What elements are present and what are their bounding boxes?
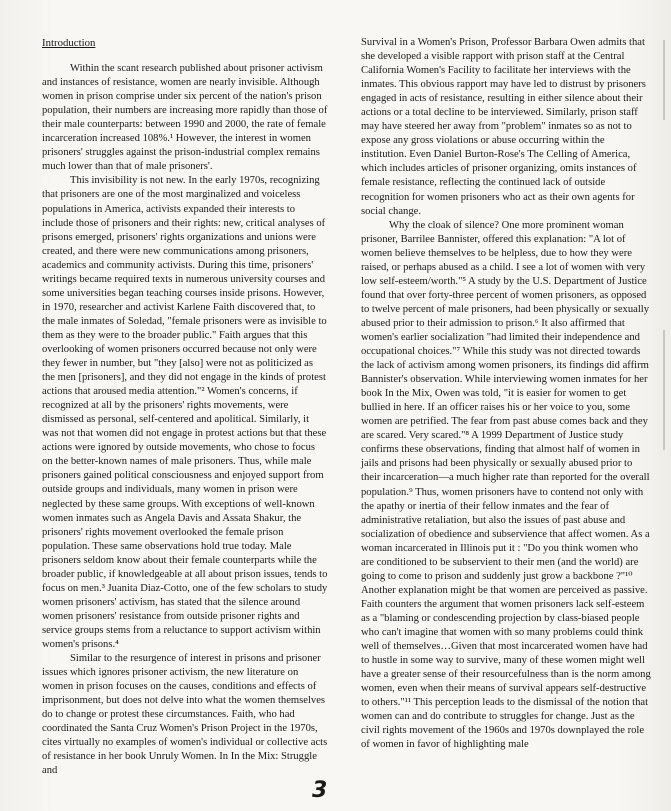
paragraph-3: Similar to the resurgence of interest in prisons and prisoner issues which ignores prisoner activism, the new literature on women in prison focuses on the causes, conditions and effects of imprisonment, but does not delve into what the women themselves do to change or protest these circumstances. Faith, who had coordinated the Santa Cruz Women's Prison Project in the 1970s, cites virtually no examples of women's individual or collective acts of resistance in her book Unruly Women. In In the Mix: Struggle and: [42, 653, 328, 777]
section-heading: Introduction: [42, 37, 96, 49]
left-column: [42, 30, 328, 778]
right-column: [361, 36, 651, 752]
paragraph-1: Within the scant research published about prisoner activism and instances of resistance, women are nearly invisible. Although women in prison comprise under six percent of the nation's prison population, their numbers are increasing more rapidly than those of their male counterparts: between 1990 and 2000, the rate of female incarceration increased 108%.¹ However, the interest in women prisoners' struggles against the prison-industrial complex remains much lower than that of male prisoners'.: [42, 63, 328, 173]
scan-edge-mark: [663, 40, 665, 120]
paragraph-5: Why the cloak of silence? One more prominent woman prisoner, Barrilee Bannister, offered this explanation: "A lot of women believe themselves to be helpless, due to how they were raised, or perhaps abused as a child. I see a lot of women with very low self-esteem/worth."⁵ A study by the U.S. Department of Justice found that over forty-three percent of women prisoners, as opposed to twelve percent of male prisoners, had been physically or sexually abused prior to their admission to prison.⁶ It also affirmed that women's earlier socialization "had limited their independence and occupational choices."⁷ While this study was not directed towards the lack of activism among women prisoners, its findings did affirm Bannister's observation. While interviewing women inmates for her book In the Mix, Owen was told, "it is easier for women to get bullied in here. If an officer raises his or her voice to you, some women are petrified. The fear from past abuse comes back and they are scared. Very scared."⁸ A 1999 Department of Justice study confirms these observations, finding that almost half of women in jails and prisons had been physically or sexually abused prior to their incarceration—a much higher rate than reported for the overall population.⁹ Thus, women prisoners have to contend not only with the apathy or inertia of their fellow inmates and the fear of administrative retaliation, but also the issues of past abuse and socialization of obedience and subservience that affect women. As a woman incarcerated in Illinois put it : "Do you think women who are conditioned to be subservient to their men (and the world) are going to come to prison and suddenly just grow a backbone ?"¹⁰: [361, 219, 650, 582]
paragraph-2: This invisibility is not new. In the early 1970s, recognizing that prisoners are one of the most marginalized and voiceless populations in America, activists expanded their interests to include those of prisoners and their rights: new, critical analyses of prisons emerged, prisoners' rights organizations and unions were created, and there were new communications among prisoners, academics and community activists. During this time, prisoners' writings became required texts in numerous university courses and some universities began teaching courses inside prisons. However, in 1970, researcher and activist Karlene Faith discovered that, to the male inmates of Soledad, "female prisoners were as invisible to them as they were to the broader public." Faith argues that this overlooking of women prisoners occurred because not only were they fewer in number, but "they [also] were not as politicized as the men [prisoners], and they did not engage in the kinds of protest actions that aroused media attention."² Women's concerns, if recognized at all by the prisoners' rights movements, were dismissed as personal, self-centered and apolitical. Similarly, it was not that women did not engage in protest actions but that these actions were ignored by outside movements, who chose to focus on the better-known names of male prisoners. Thus, while male prisoners gained political consciousness and enjoyed support from outside groups and individuals, many women in prison were neglected by these same groups. With exceptions of well-known women inmates such as Angela Davis and Assata Shakur, the prisoners' rights movement overlooked the female prison population. These same observations hold true today. Male prisoners seldom know about their female counterparts while the broader public, if knowledgeable at all about prison issues, tends to focus on men.³ Juanita Diaz-Cotto, one of the few scholars to study women prisoners' activism, has stated that the silence around women prisoners' resistance from outside prisoner rights and service groups stems from a reluctance to support activism within women's prisons.⁴: [42, 175, 328, 650]
paragraph-6: Another explanation might be that women are perceived as passive. Faith counters the argument that women prisoners lack self-esteem as a "blaming or condescending projection by class-biased people who can't imagine that women with so many problems could think well of themselves…Given that most incarcerated women have had to hustle in some way to survive, many of these women might well have a greater sense of their resourcefulness than is the norm among women, even when their means of survival appears self-destructive to others."¹¹ This perception leads to the dismissal of the notion that women can and do contribute to struggles for change. Just as the civil rights movement of the 1960s and 1970s downplayed the role of women in favor of highlighting male: [361, 584, 651, 751]
paragraph-4: Survival in a Women's Prison, Professor Barbara Owen admits that she developed a visible rapport with prison staff at the Central California Women's Facility to facilitate her interviews with the inmates. This obvious rapport may have led to distrust by prisoners engaged in acts of resistance, resulting in either silence about their actions or a total decline to be interviewed. Similarly, prison staff may have steered her away from "problem" inmates so as not to expose any gross violations or abuse occurring within the institution. Even Daniel Burton-Rose's The Celling of America, which includes articles of prisoner organizing, omits instances of female resistance, reflecting the continued lack of outside recognition for women prisoners who act as their own agents for social change.: [361, 37, 646, 217]
scan-edge-mark: [663, 330, 665, 450]
page-number: 3: [312, 778, 328, 803]
